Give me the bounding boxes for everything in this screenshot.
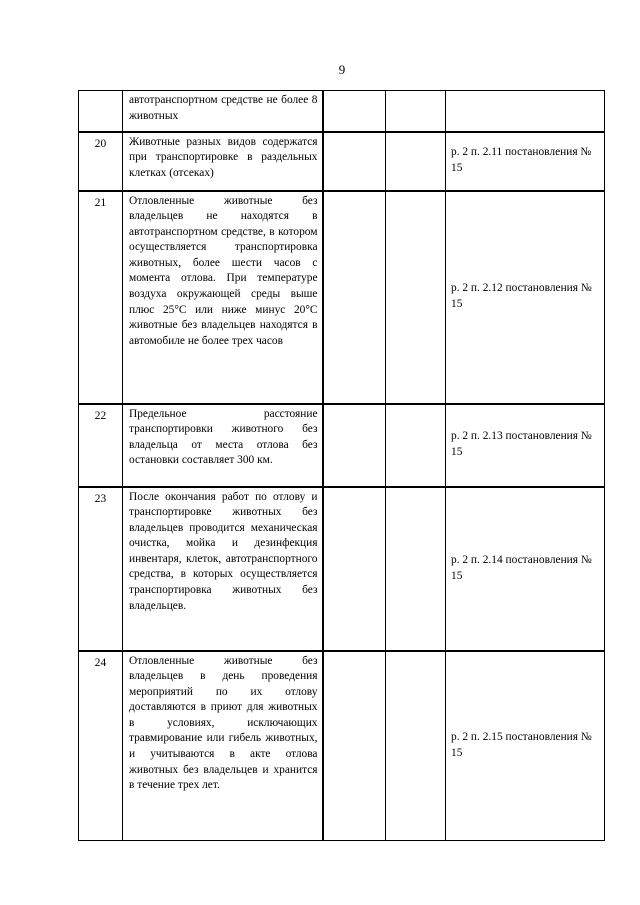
requirement-text: Животные разных видов содержатся при транспортировке в раздельных клетках (отсеках) [129,135,318,179]
requirement-text: Отловленные животные без владельцев не находятся в автотранспортном средстве, в котором осуществляется транспортировка животных, более шести часов с момента отлова. При температуре воздуха окружающей среды выше плюс 25°С или ниже минус 20°С животные без владельцев находятся в автомобиле не более трех часов [129,194,318,347]
requirement-text: автотранспортном средстве не более 8 животных [129,94,318,122]
row-number-cell [79,91,123,132]
requirement-text: Отловленные животные без владельцев в день проведения мероприятий по их отлову доставляются в приют для животных в условиях, исключающих травмирование или гибель животных, и учитываются в акте отлова животных без владельцев и хранится в течение трех лет. [129,654,318,792]
empty-cell-yes [323,91,386,132]
table-row [79,487,605,651]
table-row [79,132,605,191]
requirement-text-cell [123,132,323,191]
requirement-text-cell [123,91,323,132]
requirement-text-cell [123,487,323,651]
row-number-cell: 23 [79,487,123,651]
row-number-cell: 24 [79,651,123,841]
reference-text: р. 2 п. 2.12 постановления № 15 [451,282,592,310]
empty-cell-yes [323,651,386,841]
empty-cell-no [386,487,446,651]
empty-cell-yes [323,487,386,651]
empty-cell-yes [323,132,386,191]
reference-text: р. 2 п. 2.14 постановления № 15 [451,553,592,582]
row-number-cell: 22 [79,404,123,487]
row-number-cell: 21 [79,191,123,404]
reference-text: р. 2 п. 2.13 постановления № 15 [451,430,592,458]
reference-cell [446,487,605,651]
empty-cell-no [386,91,446,132]
empty-cell-yes [323,191,386,404]
requirement-text: Предельное расстояние транспортировки животного без владельца от места отлова без остановки составляет 300 км. [129,407,318,467]
table-row [79,404,605,487]
row-number-cell: 20 [79,132,123,191]
reference-cell [446,404,605,487]
requirement-text-cell [123,191,323,404]
reference-cell [446,132,605,191]
table-row [79,191,605,404]
requirements-table [78,90,605,841]
requirement-text-cell [123,651,323,841]
empty-cell-yes [323,404,386,487]
requirement-text: После окончания работ по отлову и транспортировке животных без владельцев проводится механическая очистка, мойка и дезинфекция инвентаря, клеток, автотранспортного средства, в которых осуществляется транспортировка животных без владельцев. [129,490,318,612]
empty-cell-no [386,132,446,191]
empty-cell-no [386,651,446,841]
reference-text: р. 2 п. 2.11 постановления № 15 [451,146,592,174]
reference-cell [446,91,605,132]
empty-cell-no [386,191,446,404]
reference-cell [446,651,605,841]
table-row [79,651,605,841]
reference-text: р. 2 п. 2.15 постановления № 15 [451,731,592,759]
page-number: 9 [338,62,346,77]
reference-cell [446,191,605,404]
table-row [79,91,605,132]
requirement-text-cell [123,404,323,487]
empty-cell-no [386,404,446,487]
